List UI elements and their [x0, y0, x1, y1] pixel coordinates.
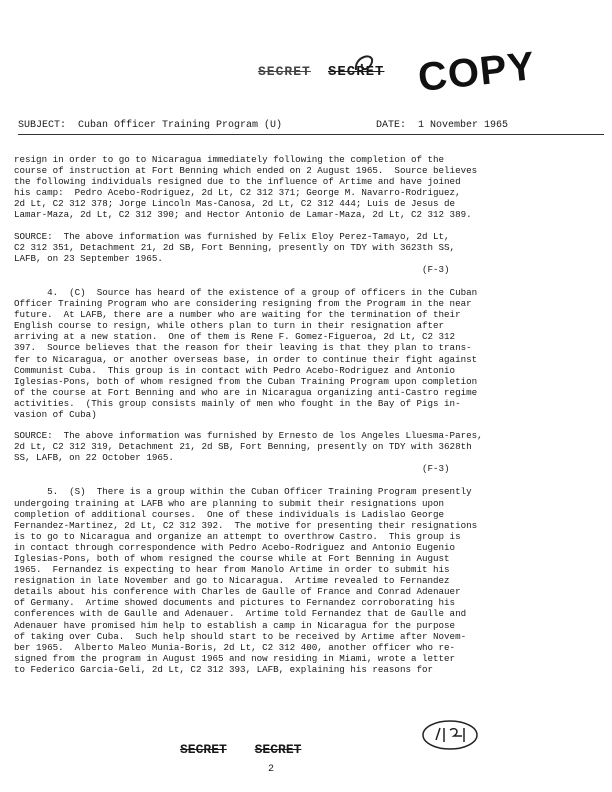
- subject-value: Cuban Officer Training Program (U): [78, 120, 283, 131]
- document-body: [14, 154, 604, 685]
- circled-handwritten-stamp-icon: [420, 718, 480, 752]
- subject-rule: [18, 134, 604, 135]
- page-number: 2: [268, 764, 275, 775]
- classification-mark-struck: SECRET: [258, 64, 311, 79]
- copy-stamp: COPY: [415, 43, 538, 101]
- classification-mark: SECRET: [328, 64, 385, 80]
- paragraph-5: 5. (S) There is a group within the Cuban Officer Training Program presently undergoing training at LAFB who are planning to submit their resignations upon completion of additional courses. One of these individuals is Ladislao George Fernandez-Martinez, 2d Lt, C2 312 392. The motive for presenting their resignations is to go to Nicaragua and organize an attempt to overthrow Castro. This group is in contact through correspondence with Pedro Acebo-Rodriguez and Antonio Eugenio Iglesias-Pons, both of whom resigned the course while at Fort Benning in August 1965. Fernandez is expecting to hear from Manolo Artime in order to submit his resignation in late November and go to Nicaragua. Artime revealed to Fernandez details about his conference with Charles de Gaulle of France and Conrad Adenauer of Germany. Artime showed documents and pictures to Fernandez corroborating his conferences with de Gaulle and Adenauer. Artime told Fernandez that de Gaulle and Adenauer have promised him help to establish a camp in Nicaragua for the purpose of taking over Cuba. Such help should start to be received by Artime after Novem- ber 1965. Alberto Maleo Munia-Boris, 2d Lt, C2 312 400, another officer who re- signed from the program in August 1965 and now residing in Miami, wrote a letter to Federico Garcia-Geli, 2d Lt, C2 312 393, LAFB, explaining his reasons for: [14, 486, 478, 675]
- source-note-2: SOURCE: The above information was furnished by Ernesto de los Angeles Lluesma-Pares, 2d Lt, C2 312 319, Detachment 21, 2d SB, Fort Benning, presently on TDY with 3628th SS, LAFB, on 22 October 1965. (F-3): [14, 430, 483, 475]
- footer-class-mark-1: SECRET: [180, 742, 227, 757]
- date-label: DATE:: [376, 120, 407, 131]
- date-value: 1 November 1965: [418, 120, 509, 131]
- paragraph-4: 4. (C) Source has heard of the existence of a group of officers in the Cuban Officer Training Program who are considering resigning from the Program in the near future. At LAFB, there are a number who are waiting for the termination of their English course to resign, while others plan to turn in their resignation after arriving at a new station. One of them is Rene F. Gomez-Figueroa, 2d Lt, C2 312 397. Source believes that the reason for their leaving is that they plan to trans- fer to Nicaragua, or another overseas base, in order to continue their fight against Communist Cuba. This group is in contact with Pedro Acebo-Rodriguez and Antonio Iglesias-Pons, both of whom resigned from the Cuban Training Program upon completion of the course at Fort Benning and who are in Nicaragua organizing anti-Castro regime activities. (This group consists mainly of men who fought in the Bay of Pigs in- vasion of Cuba): [14, 286, 478, 420]
- footer-classification: [180, 742, 321, 757]
- footer-class-mark-2: SECRET: [254, 742, 302, 757]
- source-note-1: SOURCE: The above information was furnished by Felix Eloy Perez-Tamayo, 2d Lt, C2 312 351, Detachment 21, 2d SB, Fort Benning, presently on TDY with 3623th SS, LAFB, on 23 September 1965. (F-3): [14, 230, 456, 275]
- paragraph-3-continued: resign in order to go to Nicaragua immediately following the completion of the course of instruction at Fort Benning which ended on 2 August 1965. Source believes the following individuals resigned due to the influence of Artime and have joined his camp: Pedro Acebo-Rodriguez, 2d Lt, C2 312 371; George M. Navarro-Rodriguez, 2d Lt, C2 312 378; Jorge Lincoln Mas-Canosa, 2d Lt, C2 312 444; Luis de Jesus de Lamar-Maza, 2d Lt, C2 312 390; and Hector Antonio de Lamar-Maza, 2d Lt, C2 312 389.: [14, 154, 478, 221]
- subject-label: SUBJECT:: [18, 120, 67, 131]
